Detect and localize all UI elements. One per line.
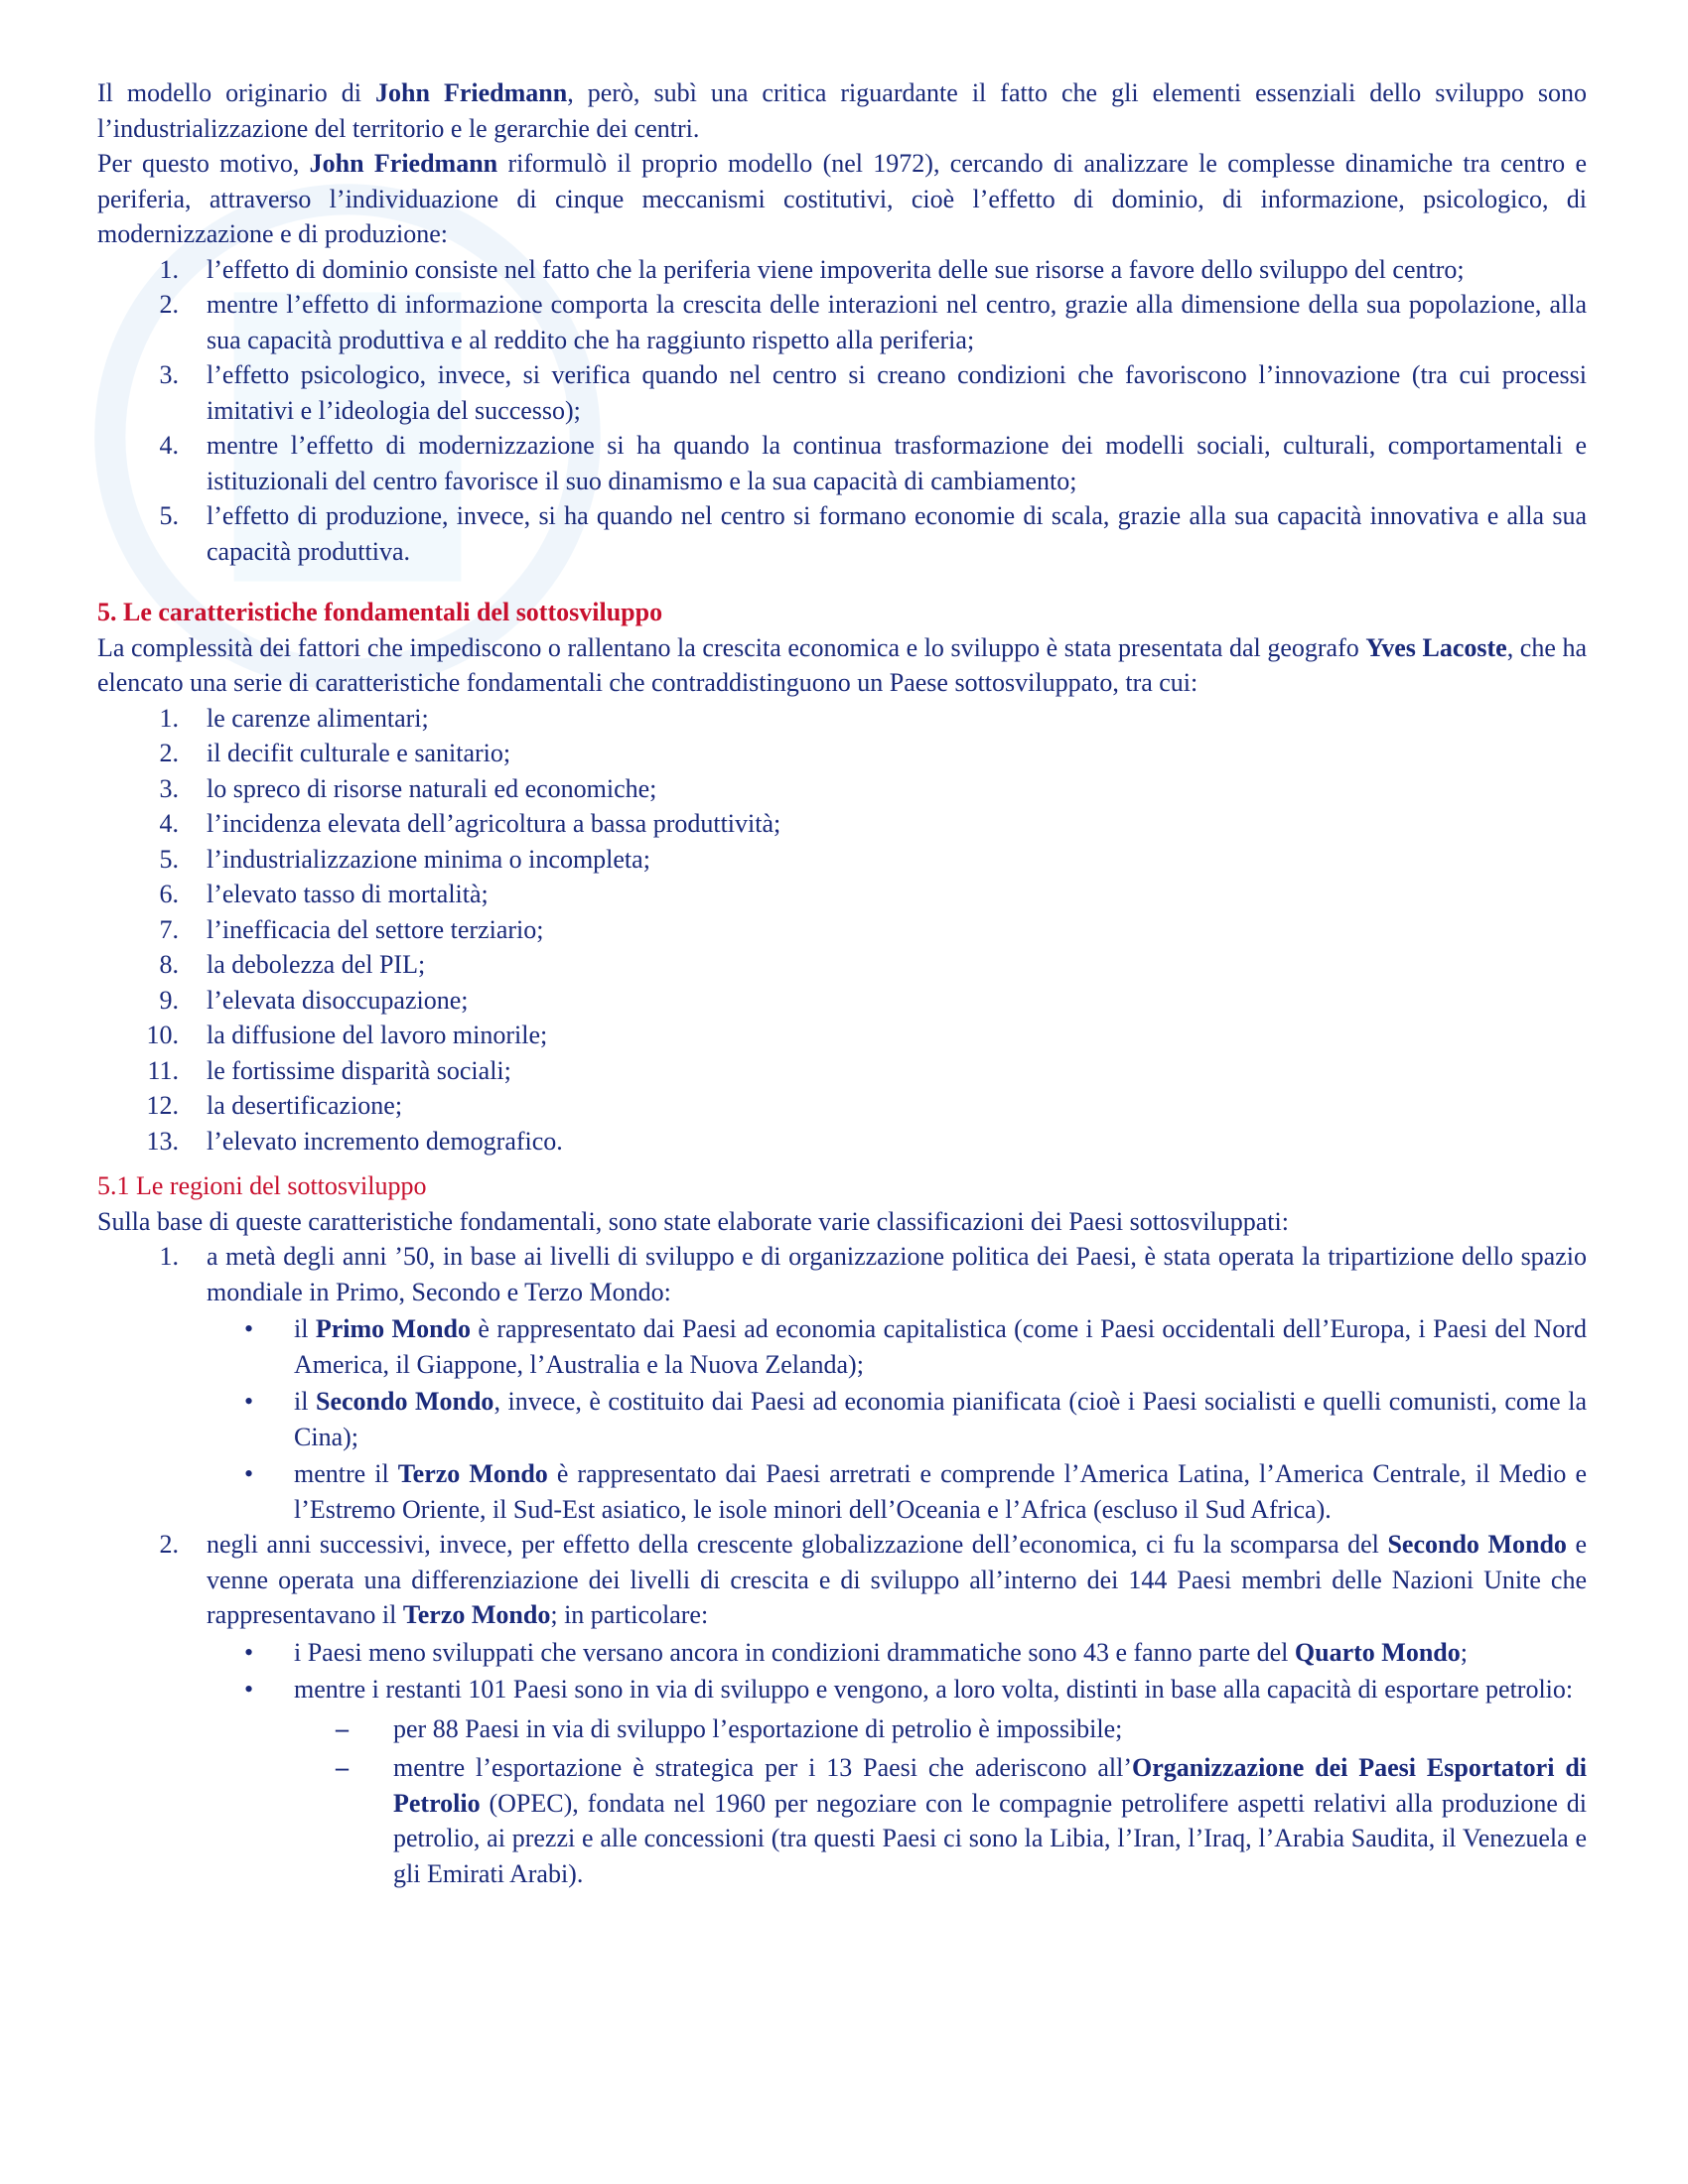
list-item: 6. l’elevato tasso di mortalità;	[159, 880, 489, 908]
dash-list	[294, 1711, 1587, 1892]
bullet-list	[207, 1311, 1587, 1527]
list-item: 11. le fortissime disparità sociali;	[147, 1055, 511, 1085]
bullet-item: • il Primo Mondo è rappresentato dai Paesi ad economia capitalistica (come i Paesi occidentali dell’Europa, i Paesi del Nord America, il Giappone, l’Australia e la Nuova Zelanda);	[294, 1311, 1587, 1382]
list-item: 2. mentre l’effetto di informazione comporta la crescita delle interazioni nel centro, grazie alla dimensione della sua popolazione, alla sua capacità produttiva e al reddito che ha raggiunto rispetto alla periferia;	[159, 290, 1587, 354]
bullet-marker: •	[244, 1637, 254, 1667]
bullet-item: • i Paesi meno sviluppati che versano ancora in condizioni drammatiche sono 43 e fanno parte del Quarto Mondo;	[294, 1635, 1587, 1671]
intro-paragraph-2: Per questo motivo, John Friedmann riformulò il proprio modello (nel 1972), cercando di analizzare le complesse dinamiche tra centro e periferia, attraverso l’individuazione di cinque meccanismi costitutivi, cioè l’effetto di dominio, di informazione, psicologico, di modernizzazione e di produzione:	[97, 149, 1587, 248]
list-item: 1. a metà degli anni ’50, in base ai livelli di sviluppo e di organizzazione politica dei Paesi, è stata operata la tripartizione dello spazio mondiale in Primo, Secondo e Terzo Mondo: • il Primo Mondo è rappresentato dai Paesi ad economia capitalistica (come i Paesi occidentali dell’Europa, i Paesi del Nord America, il Giappone, l’Australia e la Nuova Zelanda); • il Secondo Mondo, invece, è costituito dai Paesi ad economia pianificata (cioè i Paesi socialisti e quelli comunisti, come la Cina); • mentre il Terzo Mondo è rappresentato dai Paesi arretrati e comprende l’America Latina, l’America Centrale, il Medio e l’Estremo Oriente, il Sud-Est asiatico, le isole minori dell’Oceania e l’Africa (escluso il Sud Africa).	[207, 1239, 1587, 1527]
list-item: 3. l’effetto psicologico, invece, si verifica quando nel centro si creano condizioni che favoriscono l’innovazione (tra cui processi imitativi e l’ideologia del successo);	[159, 360, 1587, 425]
effects-list	[97, 252, 1587, 570]
document-page	[97, 75, 1587, 1891]
intro-paragraph-1: Il modello originario di John Friedmann, però, subì una critica riguardante il fatto che gli elementi essenziali dello sviluppo sono l’industrializzazione del territorio e le gerarchie dei centri.	[97, 78, 1587, 143]
classification-list	[97, 1239, 1587, 1891]
list-item: 1. le carenze alimentari;	[159, 703, 429, 733]
section-5-1-heading: 5.1 Le regioni del sottosviluppo	[97, 1171, 427, 1200]
list-item: 8. la debolezza del PIL;	[159, 950, 426, 979]
list-item: 1. l’effetto di dominio consiste nel fatto che la periferia viene impoverita delle sue risorse a favore dello sviluppo del centro;	[159, 254, 1465, 284]
bullet-item: • mentre il Terzo Mondo è rappresentato dai Paesi arretrati e comprende l’America Latina, l’America Centrale, il Medio e l’Estremo Oriente, il Sud-Est asiatico, le isole minori dell’Oceania e l’Africa (escluso il Sud Africa).	[294, 1456, 1587, 1527]
bullet-marker: •	[244, 1314, 254, 1343]
bullet-list	[207, 1635, 1587, 1892]
list-item: 5. l’effetto di produzione, invece, si ha quando nel centro si formano economie di scala, grazie alla sua capacità innovativa e alla sua capacità produttiva.	[159, 501, 1587, 566]
list-item: 2. negli anni successivi, invece, per effetto della crescente globalizzazione dell’economica, ci fu la scomparsa del Secondo Mondo e venne operata una differenziazione dei livelli di crescita e di sviluppo all’interno dei 144 Paesi membri delle Nazioni Unite che rappresentavano il Terzo Mondo; in particolare: • i Paesi meno sviluppati che versano ancora in condizioni drammatiche sono 43 e fanno parte del Quarto Mondo; • mentre i restanti 101 Paesi sono in via di sviluppo e vengono, a loro volta, distinti in base alla capacità di esportare petrolio: – per 88 Paesi in via di sviluppo l’esportazione di petrolio è impossibile; – mentre l’esportazione è strategica per i 13 Paesi che aderiscono all’Organizzazione dei Paesi Esportatori di Petrolio (OPEC), fondata nel 1960 per negoziare con le compagnie petrolifere aspetti relativi alla produzione di petrolio, ai prezzi e alle concessioni (tra questi Paesi ci sono la Libia, l’Iran, l’Iraq, l’Arabia Saudita, il Venezuela e gli Emirati Arabi).	[207, 1527, 1587, 1891]
dash-item: – mentre l’esportazione è strategica per i 13 Paesi che aderiscono all’Organizzazione dei Paesi Esportatori di Petrolio (OPEC), fondata nel 1960 per negoziare con le compagnie petrolifere aspetti relativi alla produzione di petrolio, ai prezzi e alle concessioni (tra questi Paesi ci sono la Libia, l’Iran, l’Iraq, l’Arabia Saudita, il Venezuela e gli Emirati Arabi).	[393, 1750, 1587, 1891]
list-item: 10. la diffusione del lavoro minorile;	[146, 1021, 548, 1049]
list-item: 13. l’elevato incremento demografico.	[146, 1126, 563, 1156]
bullet-marker: •	[244, 1387, 254, 1416]
list-item: 5. l’industrializzazione minima o incompleta;	[159, 844, 650, 874]
bullet-item: • il Secondo Mondo, invece, è costituito dai Paesi ad economia pianificata (cioè i Paesi socialisti e quelli comunisti, come la Cina);	[294, 1384, 1587, 1454]
characteristics-list	[97, 701, 1587, 1160]
bullet-marker: •	[244, 1459, 254, 1488]
section-5-intro: La complessità dei fattori che impediscono o rallentano la crescita economica e lo sviluppo è stata presentata dal geografo Yves Lacoste, che ha elencato una serie di caratteristiche fondamentali che contraddistinguono un Paese sottosviluppato, tra cui:	[97, 632, 1587, 697]
dash-marker: –	[336, 1753, 349, 1782]
dash-item: – per 88 Paesi in via di sviluppo l’esportazione di petrolio è impossibile;	[393, 1711, 1587, 1747]
list-item: 3. lo spreco di risorse naturali ed economiche;	[159, 773, 657, 803]
section-5-1-intro: Sulla base di queste caratteristiche fondamentali, sono state elaborate varie classificazioni dei Paesi sottosviluppati:	[97, 1206, 1289, 1236]
list-item: 7. l’inefficacia del settore terziario;	[159, 914, 544, 944]
section-5-heading: 5. Le caratteristiche fondamentali del sottosviluppo	[97, 598, 663, 626]
dash-marker: –	[336, 1713, 349, 1743]
list-item: 4. l’incidenza elevata dell’agricoltura a bassa produttività;	[159, 809, 781, 838]
list-item: 2. il decifit culturale e sanitario;	[159, 739, 511, 767]
list-item: 4. mentre l’effetto di modernizzazione si ha quando la continua trasformazione dei modelli sociali, culturali, comportamentali e istituzionali del centro favorisce il suo dinamismo e la sua capacità di cambiamento;	[159, 431, 1587, 495]
list-item: 9. l’elevata disoccupazione;	[159, 985, 469, 1015]
bullet-item: • mentre i restanti 101 Paesi sono in via di sviluppo e vengono, a loro volta, distinti in base alla capacità di esportare petrolio: – per 88 Paesi in via di sviluppo l’esportazione di petrolio è impossibile; – mentre l’esportazione è strategica per i 13 Paesi che aderiscono all’Organizzazione dei Paesi Esportatori di Petrolio (OPEC), fondata nel 1960 per negoziare con le compagnie petrolifere aspetti relativi alla produzione di petrolio, ai prezzi e alle concessioni (tra questi Paesi ci sono la Libia, l’Iran, l’Iraq, l’Arabia Saudita, il Venezuela e gli Emirati Arabi).	[294, 1672, 1587, 1891]
bullet-marker: •	[244, 1675, 254, 1704]
list-item: 12. la desertificazione;	[146, 1091, 403, 1120]
